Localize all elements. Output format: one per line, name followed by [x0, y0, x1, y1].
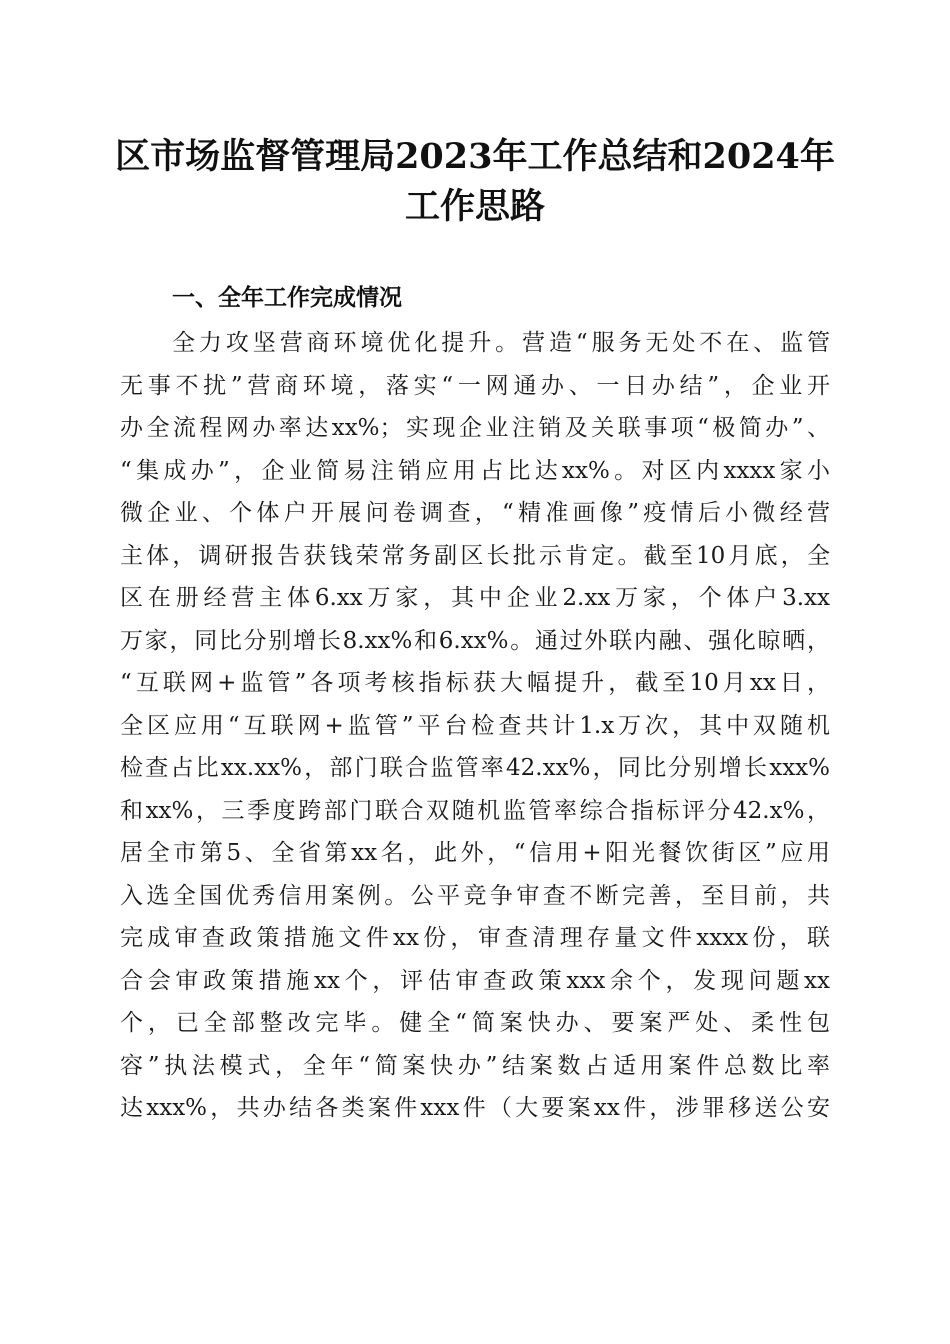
- paragraph-line: 无事不扰”营商环境，落实“一网通办、一日办结”，企业开: [120, 372, 830, 399]
- section-heading: 一、全年工作完成情况: [172, 285, 402, 311]
- paragraph-line: “集成办”，企业简易注销应用占比达xx%。对区内xxxx家小: [120, 457, 830, 484]
- paragraph-line: 达xxx%，共办结各类案件xxx件（大要案xx件，涉罪移送公安: [120, 1095, 830, 1121]
- paragraph-line: 检查占比xx.xx%，部门联合监管率42.xx%，同比分别增长xxx%: [120, 755, 830, 781]
- paragraph-line: 居全市第5、全省第xx名，此外，“信用+阳光餐饮街区”应用: [120, 840, 830, 866]
- paragraph-line: 区在册经营主体6.xx万家，其中企业2.xx万家，个体户3.xx: [120, 585, 830, 611]
- paragraph-line: 完成审查政策措施文件xx份，审查清理存量文件xxxx份，联: [120, 925, 830, 951]
- title-line-2: 工作思路: [404, 186, 545, 227]
- body-paragraph: [120, 322, 830, 1130]
- paragraph-line: 容”执法模式，全年“简案快办”结案数占适用案件总数比率: [120, 1052, 830, 1079]
- paragraph-line: 全力攻坚营商环境优化提升。营造“服务无处不在、监管: [172, 330, 830, 356]
- paragraph-line: “互联网+监管”各项考核指标获大幅提升，截至10月xx日，: [120, 670, 830, 696]
- paragraph-line: 入选全国优秀信用案例。公平竞争审查不断完善，至目前，共: [120, 882, 830, 909]
- document-title: [90, 132, 860, 232]
- paragraph-line: 和xx%，三季度跨部门联合双随机监管率综合指标评分42.x%，: [120, 797, 830, 824]
- paragraph-line: 主体，调研报告获钱荣常务副区长批示肯定。截至10月底，全: [120, 542, 830, 569]
- paragraph-line: 办全流程网办率达xx%；实现企业注销及关联事项“极简办”、: [120, 415, 830, 441]
- paragraph-line: 微企业、个体户开展问卷调查，“精准画像”疫情后小微经营: [120, 500, 830, 526]
- title-line-1: 区市场监督管理局2023年工作总结和2024年: [115, 136, 835, 177]
- paragraph-line: 全区应用“互联网+监管”平台检查共计1.x万次，其中双随机: [120, 712, 830, 739]
- paragraph-line: 万家，同比分别增长8.xx%和6.xx%。通过外联内融、强化晾晒，: [120, 627, 830, 654]
- paragraph-line: 个，已全部整改完毕。健全“简案快办、要案严处、柔性包: [120, 1010, 830, 1036]
- paragraph-line: 合会审政策措施xx个，评估审查政策xxx余个，发现问题xx: [120, 967, 830, 994]
